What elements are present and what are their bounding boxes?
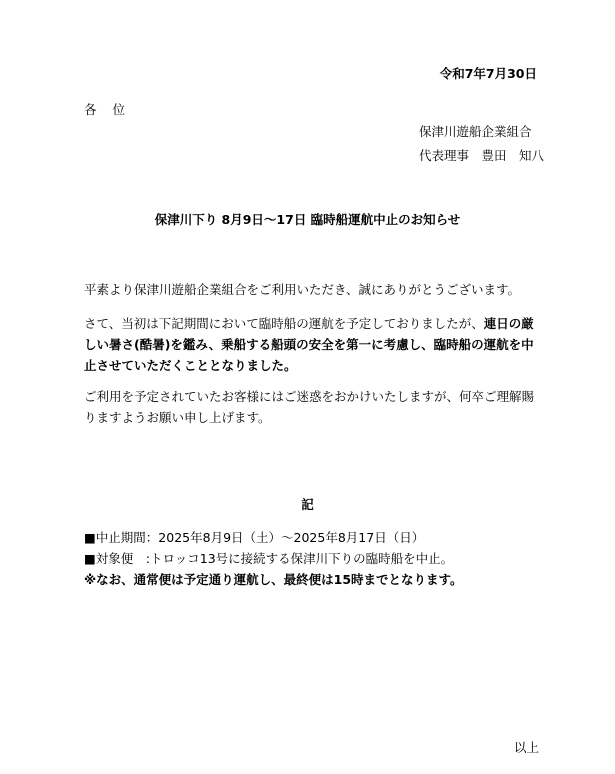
sender-organization: 保津川遊船企業組合: [419, 124, 532, 139]
document-date: 令和7年7月30日: [439, 66, 537, 81]
details-list: [84, 527, 463, 590]
detail-note-prefix: ※なお、: [84, 572, 134, 587]
detail-note: [84, 569, 463, 590]
notice-title: 保津川下り 8月9日～17日 臨時船運航中止のお知らせ: [154, 212, 461, 227]
paragraph-cancellation-emphasis: 連日の厳しい暑さ(酷暑)を鑑み、乗船する船頭の安全を第一に考慮し、臨時船の運航を中止させていただくこととなりました。: [84, 316, 534, 373]
paragraph-greeting: 平素より保津川遊船企業組合をご利用いただき、誠にありがとうございます。: [84, 282, 521, 297]
closing-ijo: 以上: [513, 740, 539, 755]
ki-heading: 記: [301, 497, 314, 512]
detail-note-emphasis: 通常便は予定通り運航し、最終便は15時までとなります。: [133, 572, 463, 587]
sender-block: [419, 120, 544, 168]
addressee: 各 位: [84, 102, 131, 117]
paragraph-cancellation-text: さて、当初は下記期間において臨時船の運航を予定しておりましたが、: [84, 316, 484, 331]
sender-representative: 代表理事 豊田 知八: [419, 148, 545, 163]
detail-target: ■対象便 :トロッコ13号に接続する保津川下りの臨時船を中止。: [84, 551, 454, 566]
paragraph-apology: ご利用を予定されていたお客様にはご迷惑をおかけいたしますが、何卒ご理解賜りますようお願い申し上げます。: [84, 389, 535, 425]
detail-period: ■中止期間：2025年8月9日（土）～2025年8月17日（日）: [84, 530, 425, 545]
paragraph-cancellation: [84, 313, 544, 376]
